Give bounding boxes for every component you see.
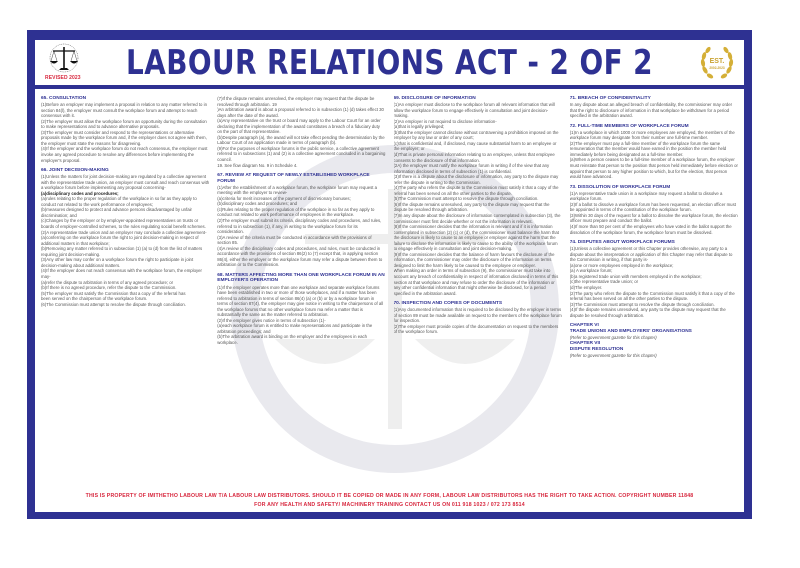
clause: (3)Any other law may confer on a workplace forum the right to participate in joint decision-making about additional matters.	[41, 257, 194, 268]
section-heading: 65. CONSULTATION	[41, 96, 87, 101]
chapter-label: CHAPTER VII	[569, 340, 601, 346]
clause: (3)The employer must consider and respond to the representations or alternative proposals made by the workplace forum and, if the employer does not agree with them, the employer must state the reasons for disagreeing.	[41, 129, 207, 146]
clause: (2)The employer must provide copies of the documentation on request to the members of the workplace forum.	[393, 323, 559, 335]
clause: (2)The employer must pay a full-time member of the workplace forum the same remuneration that the member would have earned in the position the member held immediately before being designated as a full-time member.	[569, 140, 727, 157]
section-heading: 68. MATTERS AFFECTING MORE THAN ONE WORKPLACE FORUM IN AN EMPLOYER'S OPERATION	[217, 272, 385, 284]
column-2	[217, 96, 385, 454]
clause: (4)If more than 50 per cent of the employees who have voted in the ballot support the dissolution of the workplace forum, the workplace forum must be dissolved.	[569, 223, 732, 235]
clause: (2)An employer is not required to disclose information-	[393, 118, 497, 124]
clause: (a)rules relating to the proper regulation of the workplace in so far as they apply to conduct not related to the work performance of employees;	[41, 196, 197, 207]
column-4	[570, 96, 738, 454]
copyright-notice: THIS IS PROPERTY OF IMITHETHO LABOUR LAW T/A LABOUR LAW DISTRIBUTORS. SHOULD IT BE COPIED OR MADE IN ANY FORM, LABOUR LAW DISTRIBUTORS HAS THE RIGHT TO TAKE ACTION. COPYRIGHT NUMBER 11848	[85, 493, 694, 499]
scales-of-justice-logo	[41, 42, 87, 84]
clause: (b)The arbitration award is binding on the employer and the employees in each workplace.	[217, 334, 368, 345]
clause: (4)If the dispute remains unresolved, any party to the dispute may request that the dispute be resolved through arbitration.	[569, 307, 726, 318]
clause: (1)In a workplace in which 1000 or more employees are employed, the members of the workplace forum may designate from their number one full-time member.	[569, 129, 735, 141]
clause: (2)The employer must allow the workplace forum an opportunity during the consultation to make representations and to advance alternative proposals.	[41, 118, 207, 130]
svg-text:EST.: EST.	[709, 58, 725, 65]
clause: (4)If the employer does not reach consensus with the workplace forum, the employer may-	[41, 268, 202, 279]
clause: (a)conferring on the workplace forum the right to joint decision-making in respect of additional matters in that workplace;	[41, 235, 199, 246]
clause: (d)That is private personal information relating to an employee, unless that employee consents to the disclosure of that information.	[393, 151, 555, 163]
clause: (4)The party who refers the dispute to the Commission must satisfy it that a copy of the referral has been served on all the other parties to the dispute.	[393, 185, 559, 196]
clause: (7)In any dispute about the disclosure of information contemplated in subsection (3), the commissioner must first decide whether or not the information is relevant.	[393, 212, 561, 224]
clause: (b)Removing any matter referred to in subsection (1) (a) to (d) from the list of matters requiring joint decision-making.	[41, 246, 203, 257]
clause: been served on the chairperson of the workplace forum.	[41, 296, 148, 302]
clause: (3)Within 30 days of the request for a ballot to dissolve the workplace forum, the election officer must prepare and conduct the ballot.	[569, 212, 738, 224]
scales-icon	[41, 42, 87, 76]
clause: (1)A representative trade union in a workplace may request a ballot to dissolve a workplace forum.	[569, 190, 723, 202]
laurel-wreath-icon	[696, 42, 738, 84]
clause: (4)A review of the disciplinary codes and procedures, and rules, must be conducted in accordance with the provisions of section 86(2) to (7) except that, in applying section 86(4), either the employer or the workplace forum may refer a dispute between them to arbitration or to the Commission.	[217, 245, 383, 268]
clause: (b)Despite paragraph (a), the award will not take effect pending the determination by the Labour Court of an application made in terms of paragraph (b).	[217, 134, 385, 146]
copyright-footer	[35, 493, 744, 508]
clause: (2)If a ballot to dissolve a workplace forum has been requested, an election officer must be appointed in terms of the constitution of the workplace forum.	[569, 201, 736, 213]
title-banner	[35, 40, 744, 85]
clause: (c)the representative trade union; or	[569, 279, 639, 285]
section-heading: 74. DISPUTES ABOUT WORKPLACE FORUMS	[569, 240, 675, 246]
logo-caption: REVISED 2023	[45, 75, 81, 81]
clause: (9)For the purposes of workplace forums in the public service, a collective agreement referred to in subsections (1) and (2) is a collective agreement concluded in a bargaining council.	[217, 145, 386, 163]
clause: (c)that is confidential and, if disclosed, may cause substantial harm to an employee or the employer; or	[393, 140, 557, 152]
clause: (d)The employer.	[569, 284, 603, 290]
clause: (1)An employer must disclose to the workplace forum all relevant information that will allow the workplace forum to engage effectively in consultation and joint decision-making.	[393, 102, 555, 119]
clause: (a) A workplace forum;	[569, 268, 613, 274]
clause: (4)If the employer and the workplace forum do not reach consensus, the employer must invoke any agreed procedure to resolve any differences before implementing the employer's proposal.	[41, 146, 208, 163]
clause: (c)Rules relating to the proper regulation of the workplace in so far as they apply to conduct not related to work performance of employees in the workplace.	[217, 206, 375, 218]
clause: (6)The Commission must attempt to resolve the dispute through conciliation.	[41, 301, 186, 307]
clause: (c)Changes by the employer or by employer-appointed representatives on trusts or boards of employer-controlled schemes, to the rules regulating social benefit schemes.	[41, 218, 206, 230]
clause: (2)A representative trade union and an employer may conclude a collective agreement-	[41, 229, 207, 235]
clause: (b)measures designed to protect and advance persons disadvantaged by unfair discrimination; and	[41, 207, 192, 218]
content-panel	[35, 89, 744, 512]
clause: (9)If the commissioner decides that the balance of harm favours the disclosure of the information, the commissioner may order the disclosure of the information on terms designed to limit the harm likely to be caused to the employee or employer.	[393, 251, 555, 268]
clause: (1)If the employer operates more than one workplace and separate workplace forums have been established in two or more of those workplaces, and if a matter has been referred to arbitration in terms of section 86(4) (a) or (b) or by a workplace forum in terms of section 87(4), the employer may give notice in writing to the chairpersons of all the workplace forums that no other workplace forum ma refer a matter that is substantially the same as the matter referred to arbitration.	[217, 284, 384, 318]
clause: (1)After the establishment of a workplace forum, the workplace forum may request a meeting with the employer to review-	[217, 184, 378, 196]
clause: (3)If there is a dispute about the disclosure of information, any party to the dispute may refer the dispute in writing to the Commission.	[393, 174, 559, 185]
clause: (b)that the employer cannot disclose without contravening a prohibition imposed on the employer by any law or order of any court;	[393, 129, 559, 141]
clause: (2)The party who refers the dispute to the Commission must satisfy it that a copy of the referral has been served on all the other parties to the dispute.	[569, 290, 735, 302]
column-3	[394, 96, 562, 454]
section-heading: 71. BREACH OF CONFIDENTIALITY	[569, 96, 651, 101]
clause: (a)one or more employees employed in the workplace;	[569, 262, 674, 268]
page-title: LABOUR RELATIONS ACT - 2 OF 2	[126, 43, 653, 83]
clause: (a)criteria for merit increases or the payment of discretionary bonuses;	[217, 195, 351, 201]
clause: (1)Unless a collective agreement or this Chapter provides otherwise, any party to a dispute about the interpretation or application of this Chapter may refer that dispute to the Commission in writing, if that party is-	[569, 246, 733, 263]
chapter-label: CHAPTER VI	[569, 323, 599, 329]
chapter-title: DISPUTE RESOLUTION	[569, 346, 624, 352]
clause: In any dispute about an alleged breach of confidentiality, the commissioner may order that the right to disclosure of information in that workplace be withdrawn for a period specified in the arbitration award.	[569, 102, 733, 119]
clause: (5)The Commission must attempt to resolve the dispute through conciliation.	[393, 196, 539, 202]
chapter-title: TRADE UNIONS AND EMPLOYERS' ORGANISATIONS	[569, 329, 692, 335]
clause: (a)refer the dispute to arbitration in terms of any agreed procedure; or	[41, 279, 174, 285]
clause: (a)each workplace forum is entitled to make representations and participate in the arbitration proceedings; and	[217, 323, 373, 334]
clause: (b)disciplinary codes and procedures; and	[217, 201, 298, 207]
clause: (a)disciplinary codes and procedures;	[41, 190, 119, 196]
established-seal	[696, 42, 738, 84]
clause: (2A) the employer must notify the workplace forum in writing if of the view that any information disclosed in terms of subsection (1) is confidential.	[393, 163, 550, 174]
clause: )An arbitration award is about a proposal referred to in subsection (1) (d) takes effect 30 days after the date of the award.	[217, 107, 384, 118]
clause: When making an order in terms of subsection (9), the commissioner must take into account any breach of confidentiality in respect of information disclosed in terms of this section at that workplace and may refuse to order the disclosure of the information or any other confidential information that might otherwise be disclosed, for a period specified in the arbitration award.	[393, 268, 559, 296]
section-heading: 70. INSPECTION AND COPIES OF DOCUMENTS	[393, 301, 503, 307]
clause: (b)If there is no agreed procedure, refer the dispute to the Commission.	[41, 285, 177, 291]
clause: (b)a registered trade union with members employed in the workplace;	[569, 273, 702, 279]
clause: (8)If the commissioner decides that the information is relevant and if it is information contemplated in subsection (2) (c) or (d), the commissioner must balance the harm that the disclosure is likely to cause to an employee or employer against the harm that the failure to disclose the information is likely to cause to the ability of the workplace forum to engage effectively in consultation and joint decision-making.	[393, 224, 560, 252]
column-1	[41, 96, 209, 454]
clause: (2)The employer must submit its criteria, disciplinary codes and procedures, and rules, referred to in subsection (1), if any, in writing to the workplace forum for its consideration.	[217, 217, 382, 235]
clause: (3)A review of the criteria must be conducted in accordance with the provisions of section 85.	[217, 234, 372, 246]
clause: (a)that is legally privileged;	[393, 124, 445, 130]
clause: (1)Unless the matters for joint decision-making are regulated by a collective agreement with the representative trade union, an employer must consult and reach consensus with a workplace forum before implementing any proposal concerning-	[41, 174, 210, 191]
clause: 19. See flow diagram No. 9 in Schedule 4.	[217, 162, 298, 168]
chapter-note: (Refer to government gazette for this chapter)	[569, 352, 657, 358]
section-heading: 73. DISSOLUTION OF WORKPLACE FORUM	[569, 184, 671, 190]
clause: (3)The Commission must attempt to resolve the dispute through conciliation.	[569, 301, 715, 307]
poster-frame	[27, 30, 752, 519]
section-heading: 67. REVIEW AT REQUEST OF NEWLY ESTABLISHED WORKPLACE FORUM	[217, 173, 370, 184]
article-columns	[41, 96, 738, 454]
svg-text:2002-2023: 2002-2023	[709, 66, 725, 70]
clause: (a)Any representative on the trust or board may apply to the Labour Court for an order declaring that the implementation of the award constitutes a breach of a fiduciary duty on the part of that representative.	[217, 118, 381, 135]
clause: (2)If the employer gives notice in terms of subsection (1)-	[217, 317, 326, 323]
contact-line: FOR ANY HEALTH AND SAFETY/ MACHINERY TRAINING CONTACT US ON 011 918 1023 / 072 173 8514	[254, 502, 525, 508]
clause: (5)The employer must satisfy the Commission that a copy of the referral has	[41, 290, 186, 296]
clause: (1)Any documented information that is required to be disclosed by the employer in terms of section 89 must be made available on request to the members of the workplace forum for inspection.	[393, 307, 562, 324]
clause: (6)If the dispute remains unresolved, any party to the dispute may request that the dispute be resolved through arbitration.	[393, 201, 550, 213]
section-heading: 69. DISCLOSURE OF INFORMATION	[393, 96, 476, 101]
clause: (a)When a person ceases to be a full-time member of a workplace forum, the employer must reinstate that person to the position that person held immediately before election or appoint that person to any higher position to which, but for the election, that person would have advanced.	[569, 157, 738, 180]
clause: (1)Before an employer may implement a proposal in relation to any matter referred to in section 84(l), the employer must consult the workplace forum and attempt to reach consensus with it.	[41, 102, 207, 119]
chapter-note: (Refer to government gazette for this chapter)	[569, 335, 657, 341]
section-heading: 72. FULL-TIME MEMBERS OF WORKPLACE FORUM	[569, 123, 689, 129]
clause: (7)If the dispute remains unresolved, the employer may request that the dispute be resolved through arbitration. 19	[217, 96, 375, 107]
section-heading: 66. JOINT DECISION-MAKING	[41, 168, 109, 174]
